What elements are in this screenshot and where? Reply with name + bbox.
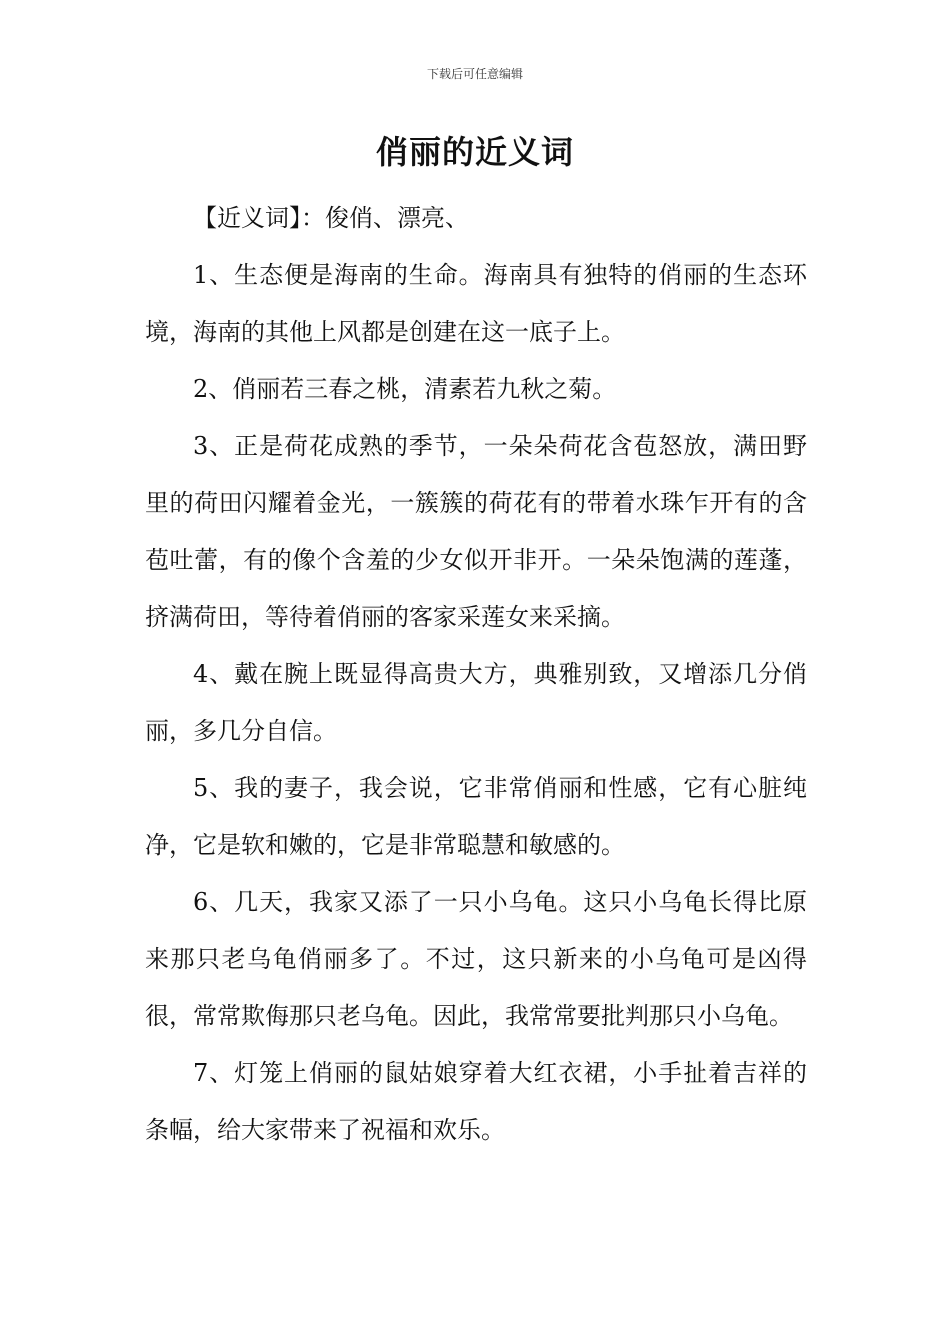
example-paragraph-4: 4、戴在腕上既显得高贵大方，典雅别致，又增添几分俏丽，多几分自信。 [145, 660, 807, 745]
document-body [145, 190, 807, 1159]
example-paragraph-1: 1、生态便是海南的生命。海南具有独特的俏丽的生态环境，海南的其他上风都是创建在这一底子上。 [145, 261, 807, 346]
example-paragraph-5: 5、我的妻子，我会说，它非常俏丽和性感，它有心脏纯净，它是软和嫩的，它是非常聪慧和敏感的。 [145, 774, 807, 859]
header-note: 下载后可任意编辑 [426, 67, 523, 81]
example-paragraph-7: 7、灯笼上俏丽的鼠姑娘穿着大红衣裙，小手扯着吉祥的条幅，给大家带来了祝福和欢乐。 [145, 1059, 807, 1144]
synonyms-paragraph: 【近义词】：俊俏、漂亮、 [193, 204, 469, 232]
page-title: 俏丽的近义词 [375, 133, 574, 171]
example-paragraph-2: 2、俏丽若三春之桃，清素若九秋之菊。 [193, 375, 617, 403]
example-paragraph-6: 6、几天，我家又添了一只小乌龟。这只小乌龟长得比原来那只老乌龟俏丽多了。不过，这只新来的小乌龟可是凶得很，常常欺侮那只老乌龟。因此，我常常要批判那只小乌龟。 [145, 888, 807, 1030]
example-paragraph-3: 3、正是荷花成熟的季节，一朵朵荷花含苞怒放，满田野里的荷田闪耀着金光，一簇簇的荷花有的带着水珠乍开有的含苞吐蕾，有的像个含羞的少女似开非开。一朵朵饱满的莲蓬，挤满荷田，等待着俏丽的客家采莲女来采摘。 [145, 432, 807, 631]
